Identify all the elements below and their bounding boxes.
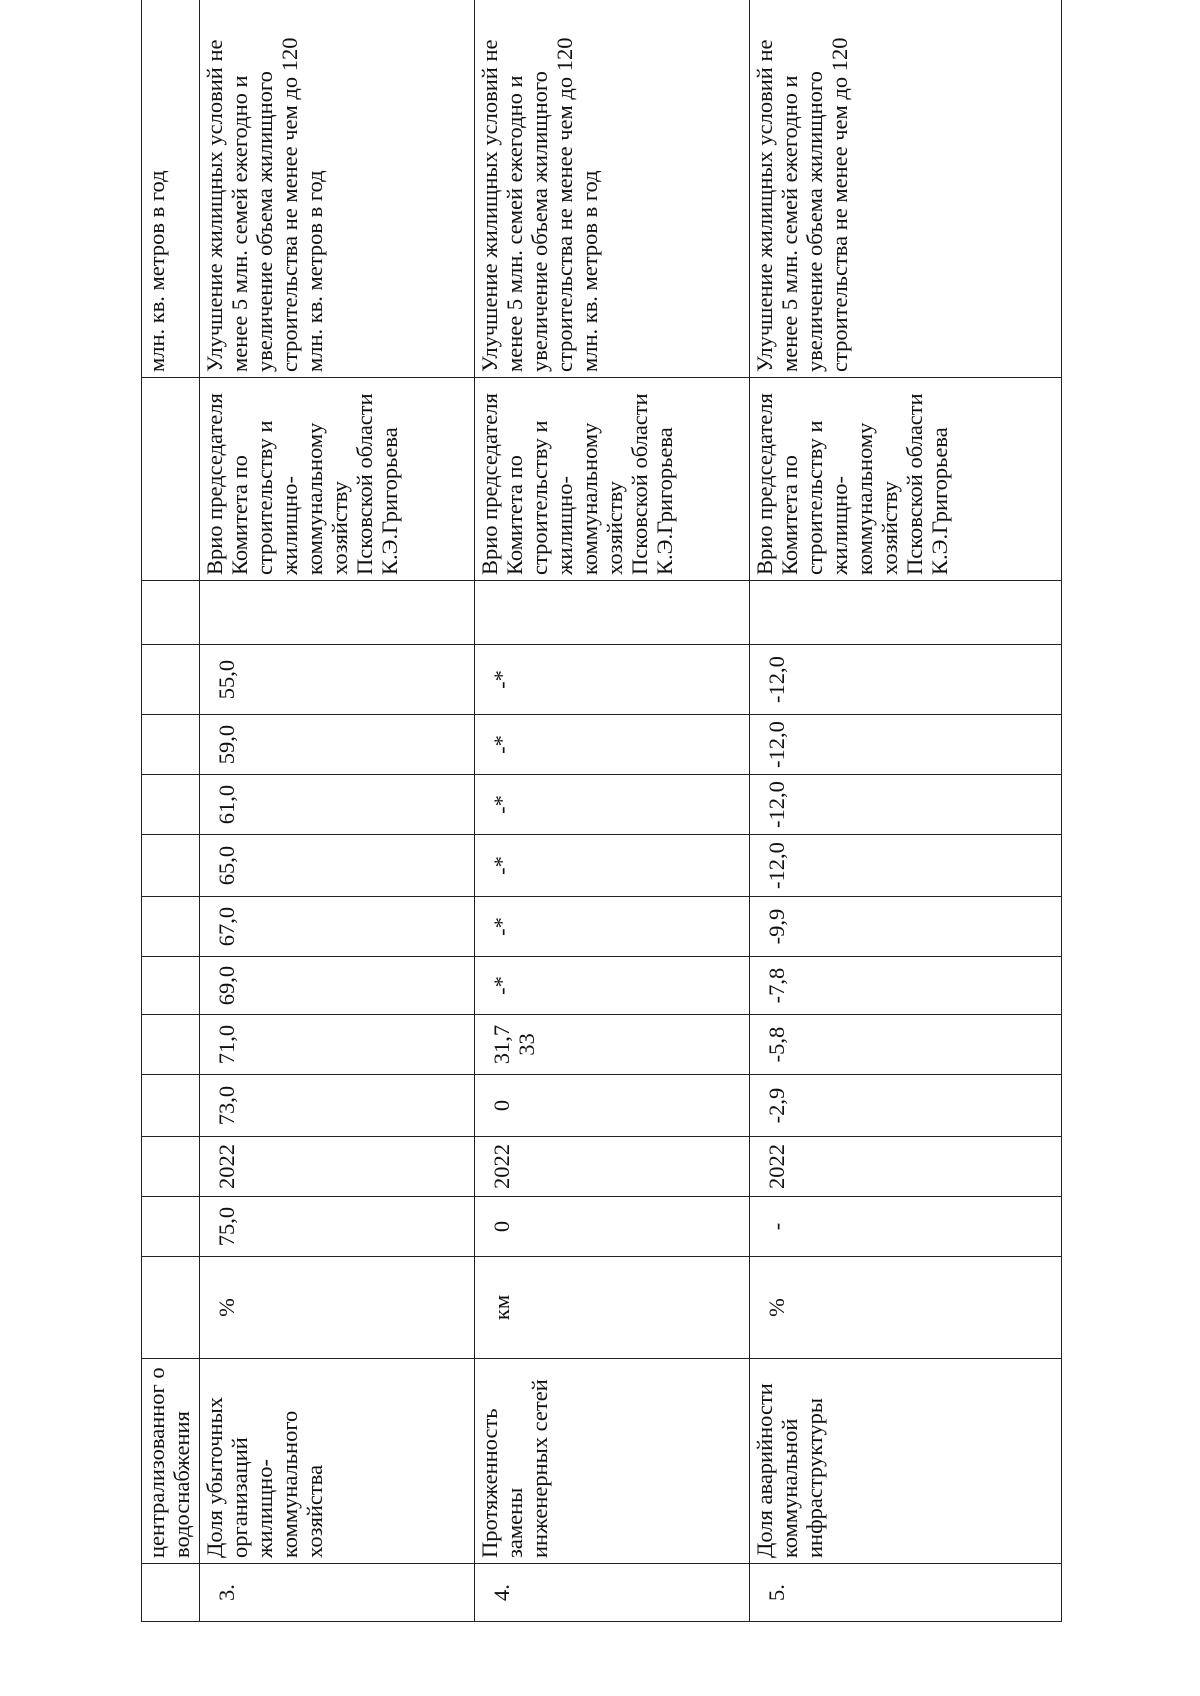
cell-responsible: Врио председателя Комитета по строительству и жилищно-коммунальному хозяйству Псковской области К.Э.Григорьева: [750, 378, 1062, 581]
cell-value: [142, 897, 200, 957]
cell-value: -12,0: [750, 645, 1062, 715]
cell-base-year: 2022: [475, 1137, 750, 1197]
cell-value: -5,8: [750, 1015, 1062, 1075]
indicator-text: централизованног о водоснабжения: [144, 1367, 194, 1558]
cell-value: -*: [475, 775, 750, 835]
cell-value: [142, 1075, 200, 1137]
cell-value: -2,9: [750, 1075, 1062, 1137]
cell-value: 71,0: [200, 1015, 475, 1075]
cell-value: -*: [475, 645, 750, 715]
cell-unit: км: [475, 1257, 750, 1359]
cell-value: 65,0: [200, 835, 475, 897]
cell-base-value: -: [750, 1197, 1062, 1257]
cell-value: -*: [475, 715, 750, 775]
cell-value: [142, 835, 200, 897]
cell-num: [142, 1564, 200, 1622]
cell-result: Улучшение жилищных условий не менее 5 млн. семей ежегодно и увеличение объема жилищного строительства не менее чем до 120 млн. кв. метров в год: [200, 0, 475, 378]
cell-value: [142, 957, 200, 1015]
cell-indicator: Протяженность замены инженерных сетей: [475, 1359, 750, 1564]
cell-num: 4.: [475, 1564, 750, 1622]
table-row-4: [475, 0, 750, 1622]
result-text: млн. кв. метров в год: [144, 170, 169, 372]
table-row-3: [200, 0, 475, 1622]
cell-value: 67,0: [200, 897, 475, 957]
cell-indicator: Доля аварийности коммунальной инфраструктуры: [750, 1359, 1062, 1564]
cell-responsible: Врио председателя Комитета по строительству и жилищно-коммунальному хозяйству Псковской области К.Э.Григорьева: [200, 378, 475, 581]
cell-value: 55,0: [200, 645, 475, 715]
table-row-5: [750, 0, 1062, 1622]
cell-value: 0: [475, 1075, 750, 1137]
cell-value: 69,0: [200, 957, 475, 1015]
cell-unit: %: [200, 1257, 475, 1359]
table-row-header-continuation: [142, 0, 200, 1622]
cell-num: 3.: [200, 1564, 475, 1622]
cell-spacer: [750, 581, 1062, 645]
cell-unit: [142, 1257, 200, 1359]
indicators-table: [141, 0, 1062, 1622]
cell-result: Улучшение жилищных условий не менее 5 млн. семей ежегодно и увеличение объема жилищного строительства не менее чем до 120 млн. кв. метров в год: [475, 0, 750, 378]
cell-value: [142, 1015, 200, 1075]
cell-value: -12,0: [750, 775, 1062, 835]
cell-responsible: [142, 378, 200, 581]
cell-base-value: 0: [475, 1197, 750, 1257]
cell-base-value: [142, 1197, 200, 1257]
cell-value: [142, 775, 200, 835]
cell-value: 59,0: [200, 715, 475, 775]
cell-base-year: 2022: [200, 1137, 475, 1197]
cell-value: [142, 715, 200, 775]
cell-base-year: [142, 1137, 200, 1197]
cell-base-year: 2022: [750, 1137, 1062, 1197]
cell-value: -12,0: [750, 835, 1062, 897]
cell-value: [142, 645, 200, 715]
cell-value: -*: [475, 957, 750, 1015]
cell-value: -12,0: [750, 715, 1062, 775]
cell-value: -7,8: [750, 957, 1062, 1015]
cell-base-value: 75,0: [200, 1197, 475, 1257]
cell-num: 5.: [750, 1564, 1062, 1622]
cell-value: 73,0: [200, 1075, 475, 1137]
cell-spacer: [142, 581, 200, 645]
cell-result: Улучшение жилищных условий не менее 5 млн. семей ежегодно и увеличение объема жилищного строительства не менее чем до 120: [750, 0, 1062, 378]
cell-indicator: Доля убыточных организаций жилищно-коммунального хозяйства: [200, 1359, 475, 1564]
cell-spacer: [200, 581, 475, 645]
cell-value: 61,0: [200, 775, 475, 835]
cell-unit: %: [750, 1257, 1062, 1359]
cell-indicator: [142, 1359, 200, 1564]
cell-responsible: Врио председателя Комитета по строительству и жилищно-коммунальному хозяйству Псковской области К.Э.Григорьева: [475, 378, 750, 581]
cell-value: -*: [475, 835, 750, 897]
cell-result: [142, 0, 200, 378]
cell-value: -9,9: [750, 897, 1062, 957]
rotated-table-sheet: [141, 37, 1061, 1622]
cell-value: 31,733: [475, 1015, 750, 1075]
cell-value: -*: [475, 897, 750, 957]
cell-spacer: [475, 581, 750, 645]
